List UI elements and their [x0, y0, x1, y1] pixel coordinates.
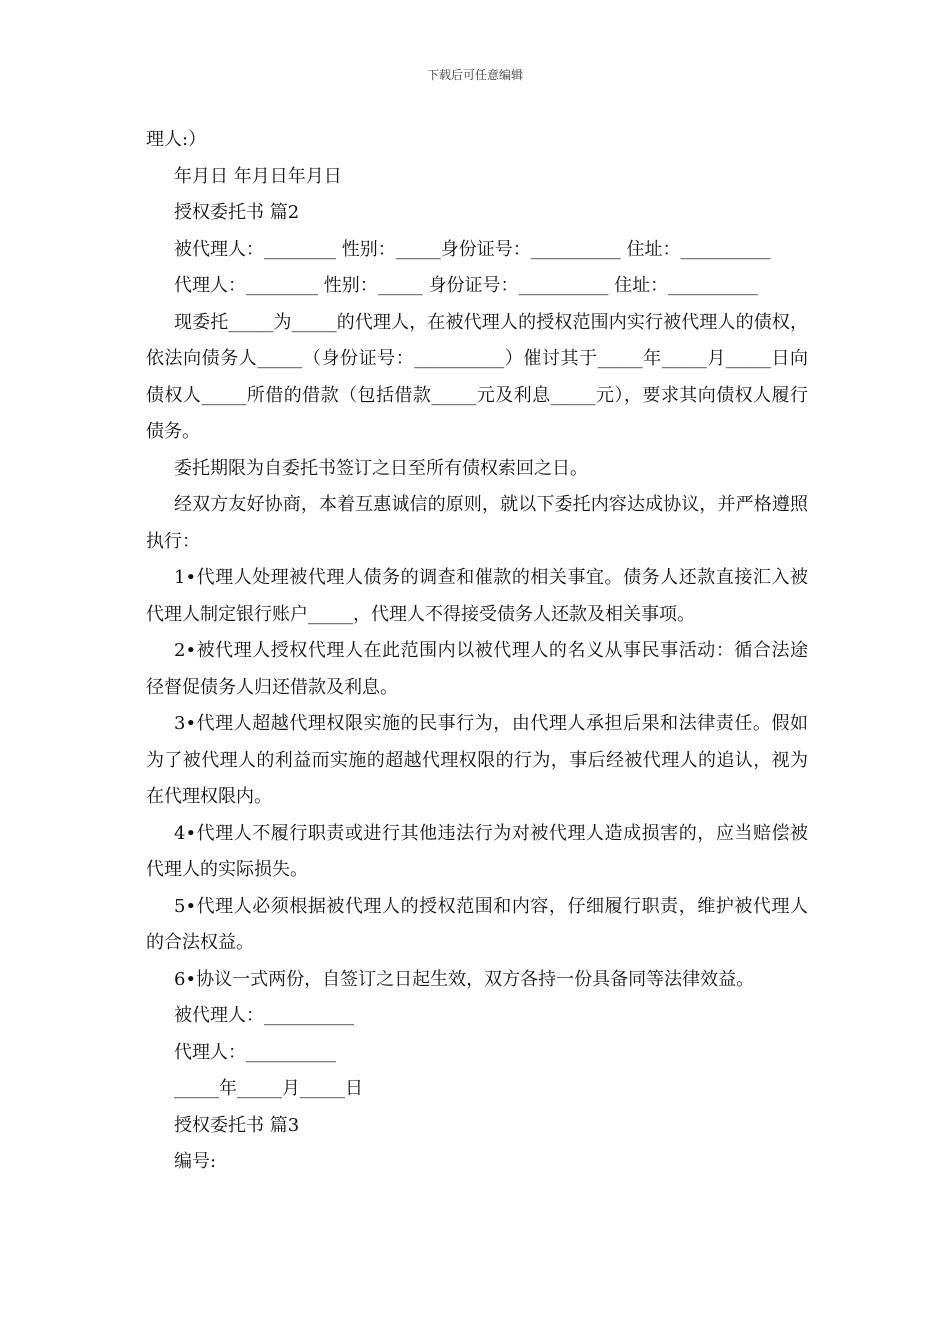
- clause-2: 2•被代理人授权代理人在此范围内以被代理人的名义从事民事活动：循合法途径督促债务人归还借款及利息。: [146, 640, 808, 698]
- serial-number-label: 编号:: [174, 1151, 217, 1172]
- principal-info-line: 被代理人：________ 性别：_____身份证号：__________ 住址：__________: [174, 238, 771, 260]
- section-heading-2: 授权委托书 篇2: [174, 202, 300, 223]
- date-line: _____年_____月_____日: [174, 1078, 363, 1099]
- paragraph-term: 委托期限为自委托书签订之日至所有债权索回之日。: [174, 457, 588, 479]
- clause-1: 1•代理人处理被代理人债务的调查和催款的相关事宜。债务人还款直接汇入被代理人制定银行账户_____，代理人不得接受债务人还款及相关事项。: [146, 567, 808, 625]
- clause-6: 6•协议一式两份，自签订之日起生效，双方各持一份具备同等法律效益。: [174, 968, 755, 990]
- agent-info-line: 代理人：________ 性别：_____ 身份证号：__________ 住址：__________: [174, 275, 759, 296]
- clause-3: 3•代理人超越代理权限实施的民事行为，由代理人承担后果和法律责任。假如为了被代理人的利益而实施的超越代理权限的行为，事后经被代理人的追认，视为在代理权限内。: [146, 713, 808, 807]
- clause-5: 5•代理人必须根据被代理人的授权范围和内容，仔细履行职责，维护被代理人的合法权益。: [146, 895, 808, 953]
- paragraph-entrustment: 现委托_____为_____的代理人，在被代理人的授权范围内实行被代理人的债权，依法向债务人_____（身份证号：__________）催讨其于_____年_____月_____日向债权人_____所借的借款（包括借款_____元及利息_____元），要求其向债权人履行债务。: [146, 311, 808, 442]
- paragraph-dates: 年月日 年月日年月日: [174, 165, 342, 187]
- section-heading-3: 授权委托书 篇3: [174, 1114, 300, 1136]
- principal-signature-line: 被代理人：__________: [174, 1005, 354, 1026]
- page-header-note: 下载后可任意编辑: [426, 68, 523, 82]
- paragraph-agreement: 经双方友好协商，本着互惠诚信的原则，就以下委托内容达成协议，并严格遵照执行：: [146, 494, 808, 552]
- agent-signature-line: 代理人：__________: [174, 1041, 336, 1063]
- paragraph-continuation: 理人:）: [146, 129, 207, 150]
- document-body: [146, 122, 808, 1181]
- clause-4: 4•代理人不履行职责或进行其他违法行为对被代理人造成损害的，应当赔偿被代理人的实际损失。: [146, 822, 808, 880]
